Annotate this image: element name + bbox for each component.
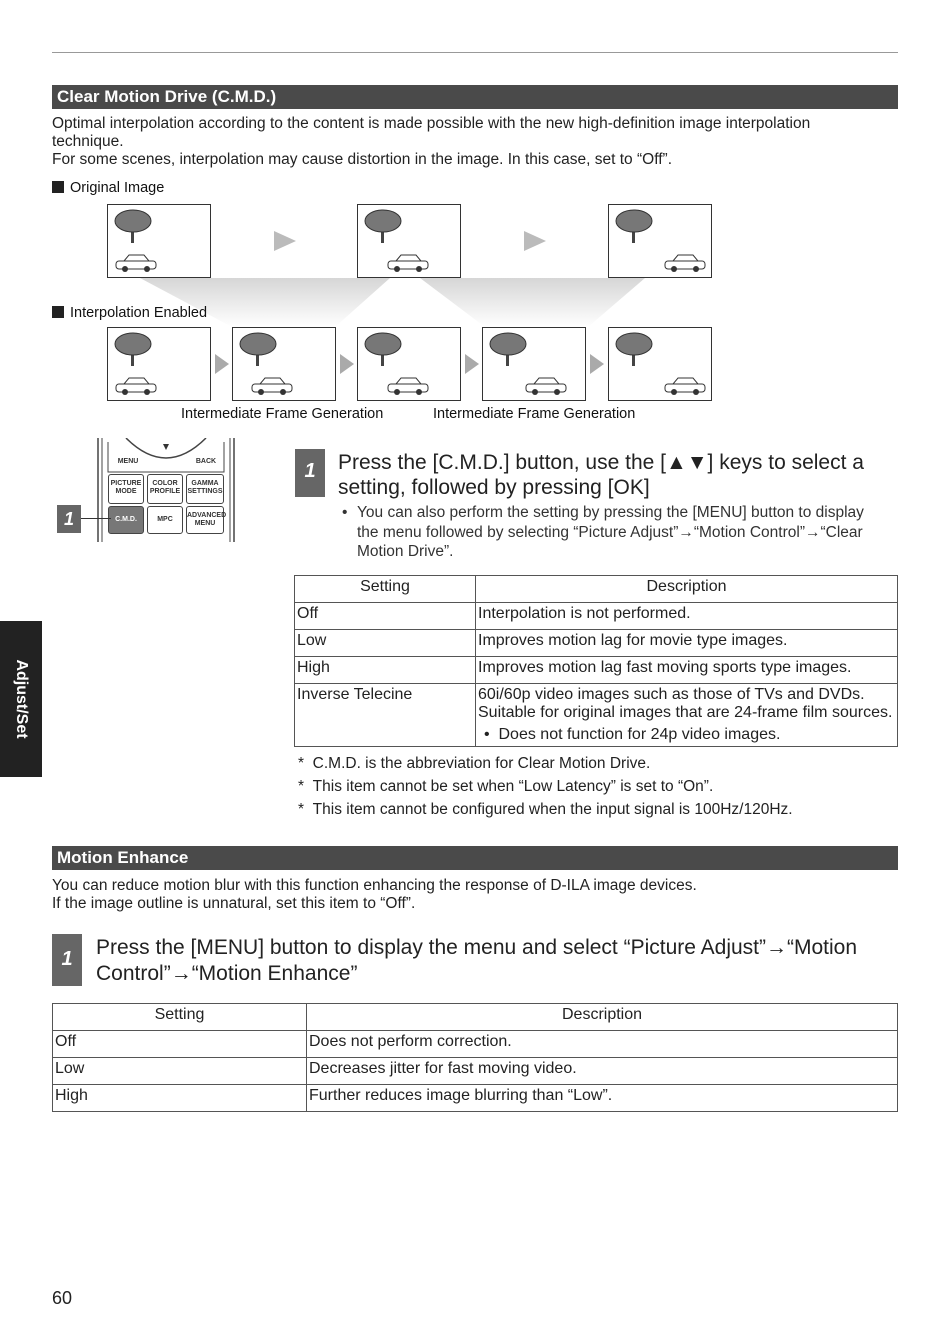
remote-menu-label: MENU	[117, 458, 139, 465]
header-setting: Setting	[295, 576, 476, 603]
play-arrow-icon	[465, 354, 479, 374]
play-arrow-icon	[215, 354, 229, 374]
cmd-button[interactable]: C.M.D.	[108, 506, 144, 534]
setting-cell: Low	[53, 1058, 307, 1085]
bullet-dot: •	[484, 726, 499, 743]
interp-frame-2	[232, 327, 336, 401]
interpolation-enabled-label: Interpolation Enabled	[52, 305, 207, 321]
car-icon	[116, 255, 156, 272]
description-cell: Further reduces image blurring than “Low”.	[307, 1085, 898, 1112]
setting-cell: Low	[295, 630, 476, 657]
step-line: Control”→“Motion Enhance”	[96, 962, 358, 985]
header-setting: Setting	[53, 1004, 307, 1031]
table-row	[295, 603, 898, 630]
intro-line: You can reduce motion blur with this function enhancing the response of D-ILA image devices.	[52, 877, 697, 894]
frame-gen-caption-2: Intermediate Frame Generation	[433, 406, 636, 422]
bullet-dot: •	[342, 504, 348, 521]
table-row	[53, 1085, 898, 1112]
original-frame-3	[608, 204, 712, 278]
setting-cell: Off	[53, 1031, 307, 1058]
setting-cell: High	[53, 1085, 307, 1112]
motion-enhance-settings-table	[52, 1003, 898, 1112]
play-arrow-icon	[274, 231, 296, 251]
tree-icon	[115, 333, 151, 366]
step-instruction	[96, 935, 898, 987]
footnote: * This item cannot be set when “Low Latency” is set to “On”.	[298, 778, 714, 795]
car-icon	[116, 378, 156, 395]
step-note	[357, 503, 902, 562]
table-row	[295, 630, 898, 657]
remote-callout-number: 1	[57, 505, 81, 533]
square-bullet-icon	[52, 306, 64, 318]
intro-line: Optimal interpolation according to the content is made possible with the new high-definition image interpolation	[52, 115, 811, 132]
desc-bullet: • Does not function for 24p video images.	[484, 726, 781, 743]
table-header-row	[295, 576, 898, 603]
step-number: 1	[52, 934, 82, 986]
tree-icon	[365, 210, 401, 243]
intro-line: technique.	[52, 133, 124, 150]
car-icon	[526, 378, 566, 395]
setting-cell: High	[295, 657, 476, 684]
motion-enhance-intro	[52, 877, 898, 913]
description-cell: Interpolation is not performed.	[476, 603, 898, 630]
cmd-settings-table	[294, 575, 898, 747]
note-line: Motion Drive”.	[357, 543, 454, 560]
remote-illustration	[96, 438, 236, 542]
header-description: Description	[476, 576, 898, 603]
interp-frame-3	[357, 327, 461, 401]
gamma-settings-button[interactable]: GAMMA SETTINGS	[186, 474, 224, 504]
remote-back-label: BACK	[195, 458, 217, 465]
note-line: You can also perform the setting by pressing the [MENU] button to display	[357, 504, 864, 521]
car-icon	[252, 378, 292, 395]
intro-line: If the image outline is unnatural, set this item to “Off”.	[52, 895, 416, 912]
tree-icon	[365, 333, 401, 366]
interp-frame-4	[482, 327, 586, 401]
frame-gen-caption-1: Intermediate Frame Generation	[181, 406, 384, 422]
tree-icon	[240, 333, 276, 366]
note-line: the menu followed by selecting “Picture Adjust”→“Motion Control”→“Clear	[357, 523, 863, 541]
play-arrow-icon	[524, 231, 546, 251]
tree-icon	[115, 210, 151, 243]
interp-frame-5	[608, 327, 712, 401]
original-frame-2	[357, 204, 461, 278]
table-row	[53, 1058, 898, 1085]
footnote: * C.M.D. is the abbreviation for Clear Motion Drive.	[298, 755, 651, 772]
side-tab-adjust-set: Adjust/Set	[0, 621, 42, 777]
step-line: Press the [MENU] button to display the menu and select “Picture Adjust”→“Motion	[96, 936, 858, 959]
table-header-row	[53, 1004, 898, 1031]
play-arrow-icon	[340, 354, 354, 374]
intro-line: For some scenes, interpolation may cause distortion in the image. In this case, set to “Off”.	[52, 151, 672, 168]
page-number: 60	[52, 1288, 73, 1308]
table-row	[295, 657, 898, 684]
original-frame-1	[107, 204, 211, 278]
cmd-footnotes	[298, 752, 898, 821]
footnote: * This item cannot be configured when the input signal is 100Hz/120Hz.	[298, 801, 793, 818]
mpc-button[interactable]: MPC	[147, 506, 183, 534]
gradient-shape-2	[420, 278, 645, 327]
interp-frame-1	[107, 327, 211, 401]
tree-icon	[490, 333, 526, 366]
header-description: Description	[307, 1004, 898, 1031]
description-cell: Improves motion lag fast moving sports type images.	[476, 657, 898, 684]
description-cell: Does not perform correction.	[307, 1031, 898, 1058]
car-icon	[388, 255, 428, 272]
step-line: setting, followed by pressing [OK]	[338, 476, 650, 499]
play-arrow-icon	[590, 354, 604, 374]
car-icon	[665, 378, 705, 395]
desc-line: 60i/60p video images such as those of TVs and DVDs.	[478, 686, 865, 703]
step-line: Press the [C.M.D.] button, use the [▲▼] keys to select a	[338, 451, 864, 474]
desc-line: Suitable for original images that are 24-frame film sources.	[478, 704, 893, 721]
advanced-menu-button[interactable]: ADVANCED MENU	[186, 506, 224, 534]
description-cell	[476, 684, 898, 747]
section-title-motion-enhance: Motion Enhance	[52, 846, 898, 870]
tree-icon	[616, 333, 652, 366]
car-icon	[388, 378, 428, 395]
callout-line	[81, 518, 111, 519]
description-cell: Decreases jitter for fast moving video.	[307, 1058, 898, 1085]
car-icon	[665, 255, 705, 272]
table-row	[53, 1031, 898, 1058]
table-row	[295, 684, 898, 747]
picture-mode-button[interactable]: PICTURE MODE	[108, 474, 144, 504]
tree-icon	[616, 210, 652, 243]
step-instruction	[338, 450, 898, 500]
setting-cell: Off	[295, 603, 476, 630]
step-number: 1	[295, 449, 325, 497]
section-title-cmd: Clear Motion Drive (C.M.D.)	[52, 85, 898, 109]
description-cell: Improves motion lag for movie type images.	[476, 630, 898, 657]
color-profile-button[interactable]: COLOR PROFILE	[147, 474, 183, 504]
setting-cell: Inverse Telecine	[295, 684, 476, 747]
original-image-label: Original Image	[52, 180, 164, 196]
